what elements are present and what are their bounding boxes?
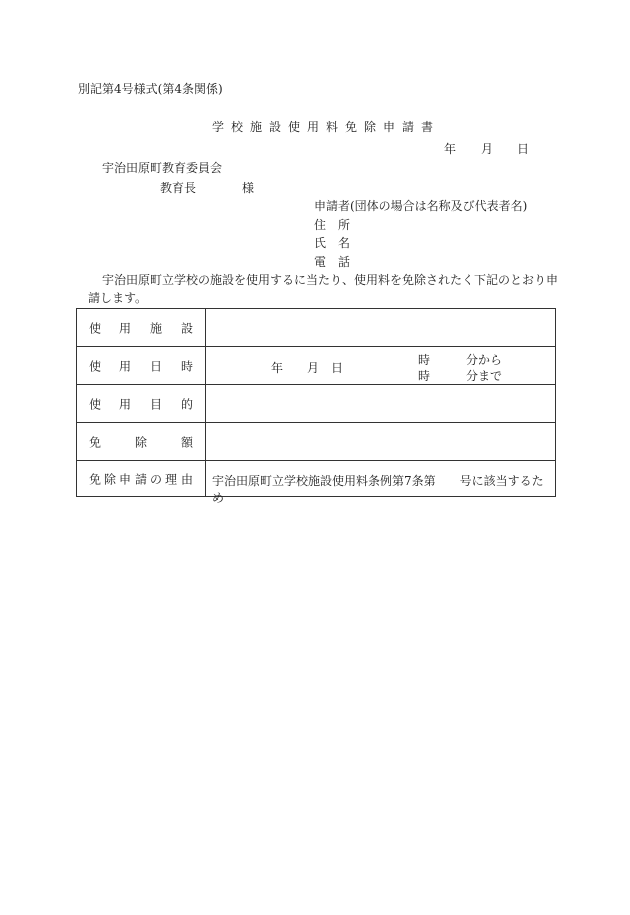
row-datetime bbox=[77, 346, 555, 385]
datetime-day-label: 日 bbox=[331, 361, 344, 375]
applicant-phone-label: 電 話 bbox=[314, 255, 351, 269]
applicant-name-label: 氏 名 bbox=[314, 236, 351, 250]
facility-label-char: 設 bbox=[180, 321, 194, 336]
form-code: 別記第4号様式(第4条関係) bbox=[78, 82, 223, 96]
addressee-organization: 宇治田原町教育委員会 bbox=[102, 161, 223, 175]
reason-label-char: 申 bbox=[118, 472, 132, 487]
row-exemption bbox=[77, 422, 555, 461]
datetime-label-char: 時 bbox=[180, 359, 194, 374]
row-reason bbox=[77, 460, 555, 505]
date-month-label: 月 bbox=[481, 142, 494, 156]
datetime-hour-from-label: 時 bbox=[418, 353, 431, 367]
reason-label-char: 除 bbox=[103, 472, 117, 487]
exemption-label bbox=[77, 423, 205, 461]
row-purpose bbox=[77, 384, 555, 423]
addressee-position: 教育長 bbox=[160, 181, 197, 195]
purpose-label-char: 使 bbox=[88, 397, 102, 412]
reason-value: 宇治田原町立学校施設使用料条例第7条第 号に該当するため bbox=[212, 474, 544, 505]
datetime-min-from-label: 分から bbox=[466, 353, 503, 367]
reason-label-char: の bbox=[149, 472, 163, 487]
datetime-label-char: 日 bbox=[149, 359, 163, 374]
form-title: 学校施設使用料免除申請書 bbox=[212, 120, 441, 134]
purpose-label bbox=[77, 385, 205, 423]
application-table bbox=[76, 308, 556, 505]
datetime-value-field[interactable] bbox=[206, 347, 555, 385]
applicant-heading: 申請者(団体の場合は名称及び代表者名) bbox=[314, 199, 528, 213]
facility-label-char: 用 bbox=[118, 321, 132, 336]
reason-label-char: 理 bbox=[164, 472, 178, 487]
applicant-address-label: 住 所 bbox=[314, 218, 351, 232]
reason-label bbox=[77, 461, 205, 497]
datetime-label-char: 使 bbox=[88, 359, 102, 374]
reason-value-field bbox=[206, 461, 555, 505]
datetime-month-label: 月 bbox=[307, 361, 320, 375]
date-year-label: 年 bbox=[444, 142, 457, 156]
facility-value-field[interactable] bbox=[206, 309, 555, 347]
intro-text-line1: 宇治田原町立学校の施設を使用するに当たり、使用料を免除されたく下記のとおり申 bbox=[102, 273, 559, 287]
datetime-year-label: 年 bbox=[271, 361, 284, 375]
purpose-label-char: 的 bbox=[180, 397, 194, 412]
reason-label-char: 免 bbox=[88, 472, 102, 487]
datetime-label-char: 用 bbox=[118, 359, 132, 374]
datetime-hour-to-label: 時 bbox=[418, 369, 431, 383]
facility-label-char: 使 bbox=[88, 321, 102, 336]
exemption-value-field[interactable] bbox=[206, 423, 555, 461]
facility-label-char: 施 bbox=[149, 321, 163, 336]
datetime-label bbox=[77, 347, 205, 385]
purpose-value-field[interactable] bbox=[206, 385, 555, 423]
exemption-label-char: 除 bbox=[134, 435, 148, 450]
facility-label bbox=[77, 309, 205, 347]
addressee-honorific: 様 bbox=[242, 181, 255, 195]
purpose-label-char: 目 bbox=[149, 397, 163, 412]
reason-label-char: 由 bbox=[180, 472, 194, 487]
date-day-label: 日 bbox=[517, 142, 530, 156]
reason-label-char: 請 bbox=[134, 472, 148, 487]
datetime-min-to-label: 分まで bbox=[466, 369, 503, 383]
exemption-label-char: 額 bbox=[180, 435, 194, 450]
intro-text-line2: 請します。 bbox=[88, 291, 148, 305]
row-facility bbox=[77, 309, 555, 347]
purpose-label-char: 用 bbox=[118, 397, 132, 412]
exemption-label-char: 免 bbox=[88, 435, 102, 450]
